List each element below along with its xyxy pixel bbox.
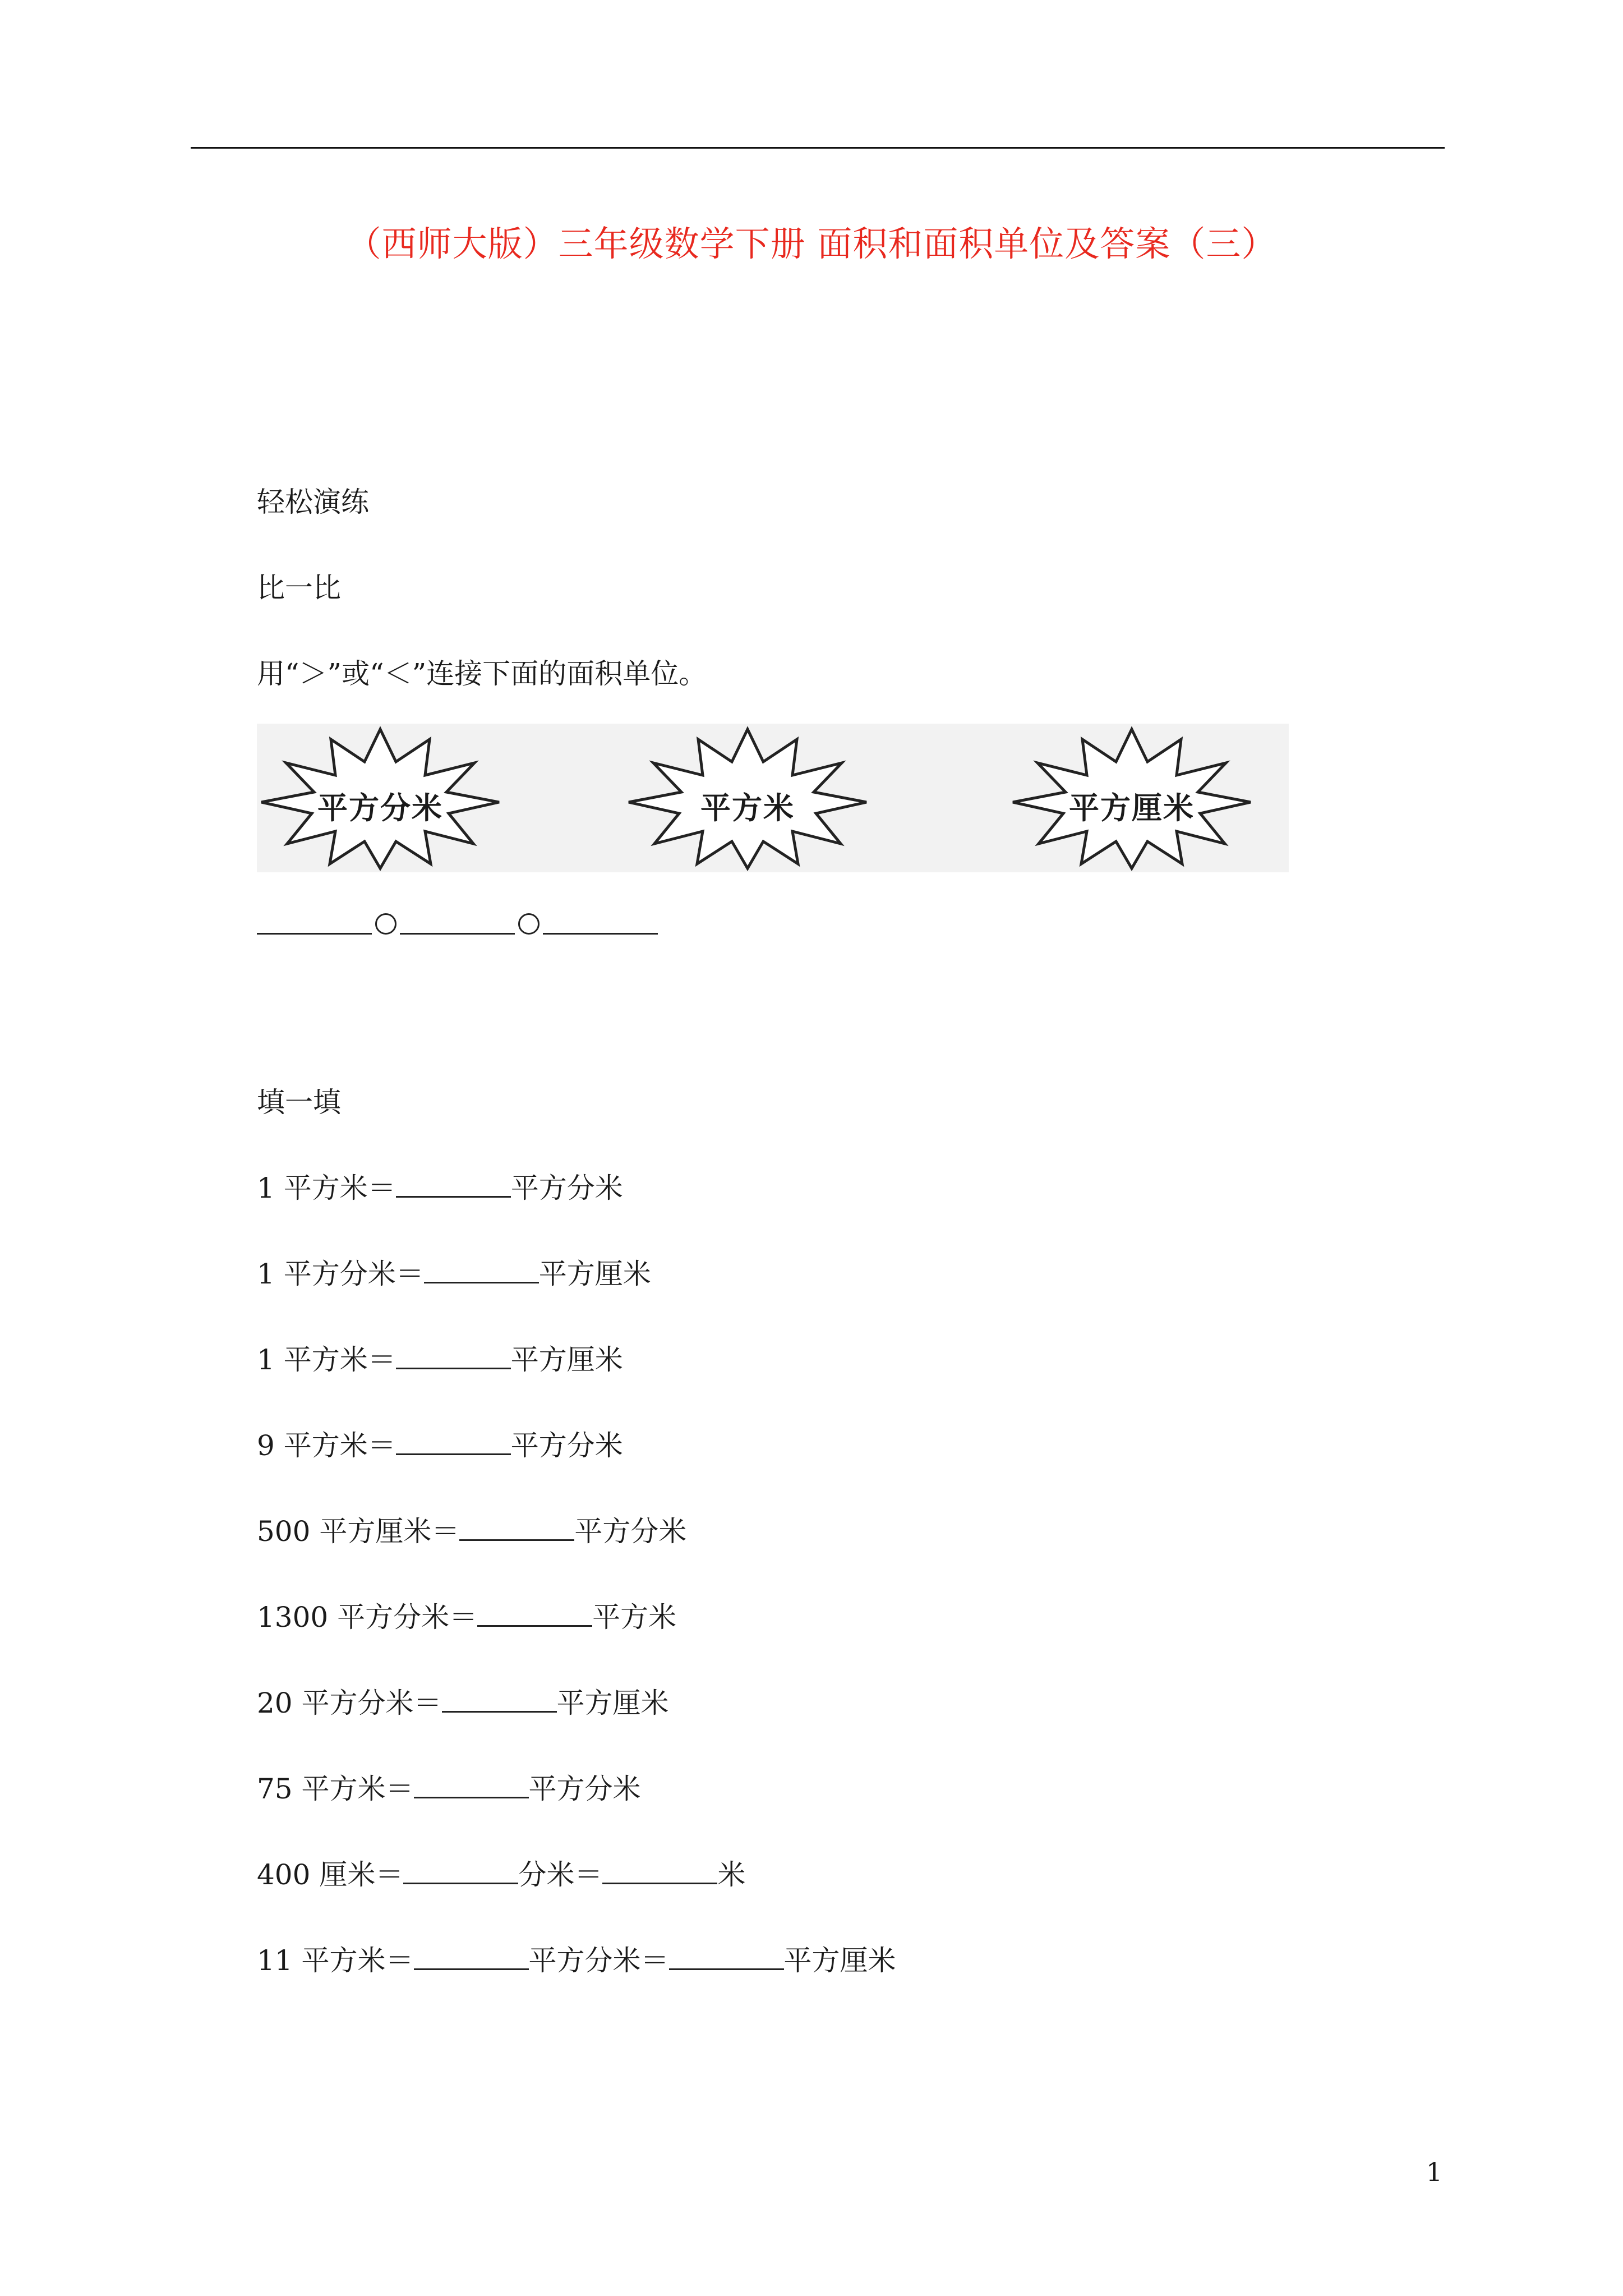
fill-item [257, 1852, 745, 1893]
fill-item [257, 1423, 623, 1464]
answer-blank[interactable] [396, 1345, 511, 1369]
fill-item-prefix: 75 平方米＝ [257, 1773, 414, 1805]
answer-blank[interactable] [257, 910, 372, 935]
compare-heading: 比一比 [257, 572, 341, 604]
fill-item-prefix: 1 平方米＝ [257, 1172, 396, 1204]
answer-blank[interactable] [543, 910, 658, 935]
star-badge-square-meter [624, 724, 871, 872]
star-label: 平方分米 [317, 790, 443, 826]
fill-item [257, 1509, 686, 1549]
fill-item-middle: 分米＝ [518, 1858, 603, 1891]
answer-blank[interactable] [669, 1946, 784, 1970]
fill-item [257, 1766, 641, 1807]
compare-instruction: 用“＞”或“＜”连接下面的面积单位。 [257, 657, 707, 690]
document-title: （西师大版）三年级数学下册 面积和面积单位及答案（三） [346, 223, 1277, 264]
fill-item-prefix: 11 平方米＝ [257, 1944, 414, 1977]
page-number: 1 [1426, 2157, 1442, 2187]
section-heading-practice: 轻松演练 [257, 486, 369, 518]
fill-item-suffix: 平方厘米 [556, 1687, 669, 1719]
answer-blank[interactable] [414, 1946, 529, 1970]
fill-item-prefix: 1300 平方分米＝ [257, 1601, 478, 1634]
fill-item-prefix: 20 平方分米＝ [257, 1687, 442, 1719]
answer-blank[interactable] [442, 1688, 557, 1713]
fill-item-middle: 平方分米＝ [528, 1944, 669, 1977]
fill-item-prefix: 500 平方厘米＝ [257, 1515, 460, 1548]
fill-item [257, 1251, 651, 1292]
answer-blank[interactable] [396, 1174, 511, 1198]
star-badge-square-centimeter [1008, 724, 1255, 872]
fill-item-prefix: 9 平方米＝ [257, 1429, 396, 1462]
compare-answer-row [257, 909, 658, 941]
fill-item [257, 1166, 623, 1206]
fill-item-prefix: 400 厘米＝ [257, 1858, 404, 1891]
star-label: 平方厘米 [1069, 790, 1195, 826]
answer-blank[interactable] [424, 1259, 539, 1283]
fill-item [257, 1595, 676, 1635]
star-label: 平方米 [700, 790, 795, 826]
answer-blank[interactable] [414, 1774, 529, 1798]
compare-circle[interactable] [518, 913, 540, 935]
compare-circle[interactable] [375, 913, 396, 935]
answer-blank[interactable] [477, 1603, 592, 1627]
fill-item [257, 1681, 669, 1721]
unit-stars-figure [257, 724, 1289, 872]
fill-item-suffix: 平方分米 [510, 1172, 623, 1204]
answer-blank[interactable] [459, 1517, 574, 1541]
answer-blank[interactable] [396, 1431, 511, 1455]
fill-item [257, 1938, 896, 1978]
fill-item-suffix: 平方米 [592, 1601, 677, 1634]
fill-item-suffix: 米 [717, 1858, 746, 1891]
fill-item-suffix: 平方分米 [574, 1515, 687, 1548]
fill-item-suffix: 平方厘米 [510, 1343, 623, 1376]
fill-item-suffix: 平方厘米 [538, 1258, 651, 1290]
answer-blank[interactable] [602, 1860, 717, 1884]
fill-heading: 填一填 [257, 1086, 341, 1119]
fill-item-prefix: 1 平方米＝ [257, 1343, 396, 1376]
fill-item-prefix: 1 平方分米＝ [257, 1258, 424, 1290]
fill-item-suffix: 平方厘米 [783, 1944, 896, 1977]
answer-blank[interactable] [400, 910, 515, 935]
star-badge-square-decimeter [257, 724, 504, 872]
answer-blank[interactable] [403, 1860, 518, 1884]
fill-item-suffix: 平方分米 [528, 1773, 641, 1805]
fill-item-suffix: 平方分米 [510, 1429, 623, 1462]
fill-item [257, 1337, 623, 1378]
header-rule [191, 147, 1445, 149]
